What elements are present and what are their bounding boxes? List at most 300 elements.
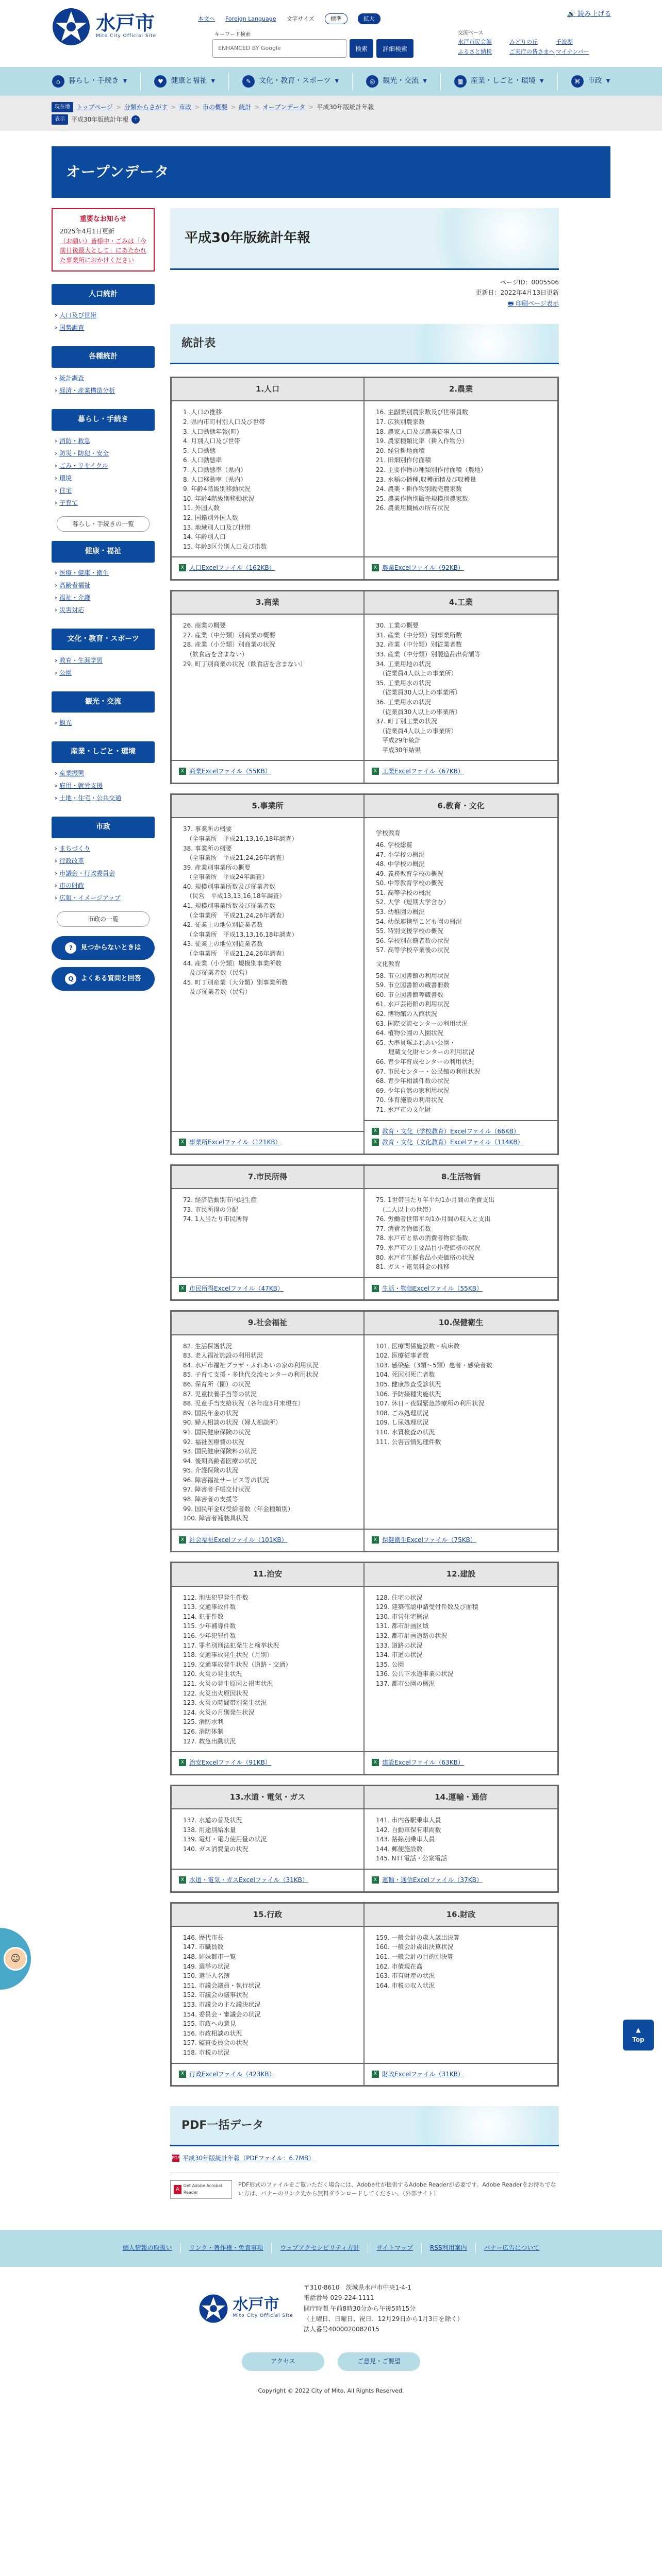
access-button[interactable]: アクセス — [242, 2352, 324, 2371]
excel-download — [179, 1875, 356, 1886]
phone-line: 電話番号 029-224-1111 — [303, 2294, 374, 2302]
sidebar-more-button[interactable]: 暮らし・手続きの一覧 — [57, 516, 150, 532]
stat-item: 80. 水戸市生鮮食品小売価格の状況 — [376, 1253, 474, 1261]
sidebar-item — [55, 604, 152, 616]
stat-item: （全事業所 平成24年調査） — [183, 873, 269, 881]
sidebar-item — [55, 309, 152, 321]
stats-group-label: 学校教育 — [376, 829, 401, 837]
stat-item: 144. 郵便施設数 — [376, 1845, 423, 1853]
sidebar-item — [55, 591, 152, 604]
stat-item: （民営 平成13,13,16,18年調査） — [183, 892, 286, 900]
stat-item: 35. 工業用水の状況 — [376, 679, 431, 687]
breadcrumb-current: 平成30年版統計年報 — [317, 104, 374, 111]
sidebar-item-link[interactable]: 広報・イメージアップ — [59, 894, 121, 902]
page-top-label: Top — [632, 2036, 644, 2043]
stat-item: 149. 選挙の状況 — [183, 1962, 230, 1970]
stats-category-files — [365, 1120, 557, 1154]
stat-item: 99. 国民年金収受給者数（年金種類別） — [183, 1505, 294, 1513]
stat-item: 61. 水戸芸術館の利用状況 — [376, 1001, 450, 1008]
stat-item: 146. 歴代市長 — [183, 1934, 224, 1941]
house-icon: ⌂ — [52, 75, 64, 88]
stat-item: 130. 市営住宅概況 — [376, 1613, 429, 1620]
stat-item: （全事業所 平成21,24,26年調査） — [183, 911, 288, 919]
gnav-industry[interactable] — [441, 73, 558, 90]
search-button[interactable]: 検索 — [350, 39, 373, 58]
chevron-down-icon: ▼ — [123, 78, 127, 84]
breadcrumb-separator: > — [171, 104, 176, 111]
stat-item: 46. 学校総覧 — [376, 841, 412, 849]
stats-category-title: 7.市民所得 — [172, 1166, 363, 1189]
stat-item: 15. 年齢3区分別人口及び指数 — [183, 543, 267, 550]
stats-category — [172, 1563, 365, 1773]
excel-download-link[interactable]: 運輸・通信Excelファイル（37KB） — [382, 1876, 483, 1884]
excel-download — [179, 1757, 356, 1769]
search-label: キーワード検索 — [214, 32, 251, 38]
breadcrumb-link[interactable]: 分類からさがす — [124, 104, 168, 111]
stat-item: 78. 水戸市と県の消費者物価指数 — [376, 1234, 468, 1242]
stat-item: 36. 工業用水の状況 — [376, 698, 431, 706]
stats-category — [365, 795, 557, 1154]
sidebar-item — [55, 855, 152, 867]
stat-item: 76. 労働者世帯平均1か月間の収入と支出 — [376, 1215, 491, 1223]
stat-item: 51. 高等学校の概況 — [376, 889, 431, 896]
excel-download-link[interactable]: 保健衛生Excelファイル（75KB） — [382, 1536, 476, 1544]
stats-category-title: 13.水道・電気・ガス — [172, 1786, 363, 1809]
sidebar-item-link[interactable]: 教育・生涯学習 — [59, 656, 103, 664]
stat-item: 148. 姉妹都市一覧 — [183, 1953, 236, 1961]
address-line: 〒310-8610 茨城県水戸市中央1-4-1 — [303, 2283, 412, 2291]
breadcrumb-link[interactable]: 市政 — [179, 104, 192, 111]
sidebar-item-link[interactable]: 経済・産業構造分析 — [59, 386, 115, 394]
excel-download-link[interactable]: 財政Excelファイル（31KB） — [382, 2070, 464, 2078]
gnav-city[interactable] — [558, 73, 624, 90]
adobe-reader-banner[interactable] — [170, 2180, 232, 2199]
sidebar-menu-heading[interactable]: 暮らし・手続き — [52, 409, 155, 431]
stat-item: 57. 高等学校卒業後の状況 — [376, 946, 450, 954]
sidebar-item — [55, 792, 152, 804]
stats-category-list — [172, 1927, 363, 2063]
sidebar-menu-heading[interactable]: 各種統計 — [52, 346, 155, 368]
stat-item: 33. 産業（中分類）別製造品出荷額等 — [376, 650, 481, 658]
excel-download-link[interactable]: 建設Excelファイル（63KB） — [382, 1759, 464, 1767]
stat-item: 11. 外国人数 — [183, 504, 220, 512]
venue-link[interactable]: 水戸市民会館 — [458, 39, 492, 45]
stat-item: 145. NTT電話・公衆電話 — [376, 1855, 447, 1862]
stat-item: 101. 医療関係施設数・病床数 — [376, 1342, 460, 1350]
stat-item: 116. 少年犯罪件数 — [183, 1632, 236, 1640]
sidebar-item — [55, 779, 152, 792]
stat-item: 49. 義務教育学校の概況 — [376, 870, 443, 877]
footer-link[interactable]: RSS利用案内 — [422, 2243, 476, 2253]
stat-item: （従業員4人以上の事業所） — [376, 670, 457, 677]
excel-download-link[interactable]: 事業所Excelファイル（121KB） — [189, 1139, 282, 1146]
stat-item: 135. 公園 — [376, 1660, 404, 1668]
excel-download — [372, 1757, 550, 1769]
stat-item: 127. 救急出動状況 — [183, 1737, 236, 1745]
footer-logo-subtitle: Mito City Official Site — [233, 2313, 293, 2318]
sidebar-menu-heading[interactable]: 観光・交流 — [52, 691, 155, 713]
stat-item: 109. し尿処理状況 — [376, 1419, 429, 1427]
excel-download-link[interactable]: 社会福祉Excelファイル（101KB） — [189, 1536, 288, 1544]
excel-download — [372, 1535, 550, 1546]
stat-item: 21. 田畑別作付面積 — [376, 456, 431, 464]
gnav-label: 健康と福祉 — [171, 77, 207, 86]
venue-title: 交流ベース — [458, 30, 484, 36]
sidebar-menu-heading[interactable]: 文化・教育・スポーツ — [52, 629, 155, 650]
stat-item: 48. 中学校の概況 — [376, 860, 425, 868]
gnav-tourism[interactable] — [353, 73, 441, 90]
sidebar-item-link[interactable]: 市議会・行政委員会 — [59, 869, 115, 877]
stat-item: 94. 後期高齢者医療の状況 — [183, 1457, 257, 1465]
stat-item: 155. 市政への意見 — [183, 2020, 236, 2028]
gnav-label: 市政 — [587, 77, 602, 86]
not-found-button[interactable] — [52, 936, 155, 960]
print-label: 印刷ページ表示 — [516, 299, 559, 307]
stat-item: 85. 子育て支援・多世代交流センターの利用状況 — [183, 1371, 319, 1379]
stats-category — [365, 1166, 557, 1300]
sidebar-more-button[interactable]: 市政の一覧 — [57, 911, 150, 927]
sidebar-item — [55, 842, 152, 855]
mascot-tab[interactable] — [0, 1928, 31, 1990]
stat-item: 24. 農薬・耕作物別販売農家数 — [376, 485, 462, 493]
stat-item: 100. 障害者補装具状況 — [183, 1515, 249, 1522]
stats-category — [365, 1904, 557, 2086]
stat-item: 50. 中等教育学校の概況 — [376, 879, 443, 887]
excel-download-link[interactable]: 工業Excelファイル（67KB） — [382, 768, 464, 775]
stats-category-list — [172, 1587, 363, 1752]
statistics-tables — [170, 377, 559, 2087]
print-link[interactable] — [508, 300, 559, 307]
section-heading — [170, 324, 559, 364]
sidebar-item-link[interactable]: 人口及び世帯 — [59, 312, 97, 319]
sidebar-menu — [52, 409, 155, 532]
sidebar-item-link[interactable]: 福祉・介護 — [59, 594, 91, 601]
sidebar-item — [55, 717, 152, 729]
stats-category-title: 10.保健衛生 — [365, 1312, 557, 1335]
stat-item: 117. 罪名別刑法犯発生と検挙状況 — [183, 1641, 279, 1649]
sidebar-item-link[interactable]: 消防・救急 — [59, 437, 91, 445]
sidebar-item-link[interactable]: 観光 — [59, 719, 72, 727]
notice-link[interactable]: （お願い）皆様中・ごみは「今前日後最大として」にあたかれた事業所におかけください — [60, 237, 147, 264]
stat-item: 93. 国民健康保険料の状況 — [183, 1448, 257, 1455]
sidebar-item-link[interactable]: 統計調査 — [59, 374, 85, 382]
stats-category-list — [172, 1189, 363, 1277]
excel-file-icon: X — [372, 1285, 379, 1292]
excel-file-icon: X — [179, 564, 186, 571]
stat-item: 84. 水戸市福祉プラザ・ふれあいの家の利用状況 — [183, 1361, 319, 1369]
stat-item: 10. 年齢4階級別移動状況 — [183, 495, 255, 502]
sidebar-item — [55, 879, 152, 892]
stat-item: 157. 監査委員会の状況 — [183, 2039, 249, 2047]
excel-download-link[interactable]: 商業Excelファイル（55KB） — [189, 768, 271, 775]
stat-item: 58. 市立図書館の利用状況 — [376, 972, 450, 979]
sidebar-menu-heading[interactable]: 市政 — [52, 817, 155, 838]
stat-item: 152. 市議会の議事状況 — [183, 1991, 249, 1999]
font-size-normal-button[interactable]: 標準 — [325, 13, 347, 24]
sidebar-menu — [52, 541, 155, 619]
stats-category — [365, 378, 557, 579]
sidebar-item — [55, 447, 152, 460]
sidebar-item-link[interactable]: 市の財政 — [59, 882, 85, 889]
excel-download-link[interactable]: 教育・文化（文化教育）Excelファイル（114KB） — [382, 1139, 524, 1146]
stat-item: 平成29年統計 — [376, 737, 421, 744]
stat-item: 120. 火災の発生状況 — [183, 1670, 242, 1678]
stat-item: 115. 少年補導件数 — [183, 1622, 236, 1630]
sidebar-item-link[interactable]: 国勢調査 — [59, 324, 85, 332]
stat-item: 86. 保育所（園）の状況 — [183, 1380, 251, 1388]
excel-file-icon: X — [372, 1759, 379, 1766]
excel-file-icon: X — [179, 2071, 186, 2078]
foreign-language-link[interactable]: Foreign Language — [225, 15, 276, 22]
stats-category — [365, 1786, 557, 1891]
breadcrumb-link[interactable]: トップページ — [76, 104, 113, 111]
breadcrumb-link[interactable]: 市の概要 — [203, 104, 228, 111]
stat-item: 29. 町丁別商業の状況（飲食店を含まない） — [183, 660, 306, 668]
breadcrumb-tag: 表示 — [52, 114, 68, 125]
stat-item: 16. 主副業別農家数及び世帯員数 — [376, 409, 468, 416]
advanced-search-button[interactable] — [376, 39, 413, 58]
footer-link[interactable]: 個人情報の取扱い — [114, 2243, 181, 2253]
venue-link[interactable]: みどりの丘 — [509, 39, 538, 45]
stats-category-files — [172, 760, 363, 783]
stat-item: 105. 健康診査受診状況 — [376, 1380, 441, 1388]
site-header — [0, 0, 662, 67]
arrow-up-icon: ▲ — [636, 2026, 641, 2034]
breadcrumb-separator: > — [194, 104, 200, 111]
footer-buttons — [0, 2352, 662, 2371]
main-content — [170, 208, 559, 2199]
feedback-button[interactable]: ご意見・ご要望 — [338, 2352, 420, 2371]
stat-item: 37. 町丁別工業の状況 — [376, 718, 437, 725]
stat-item: 埋蔵文化財センターの利用状況 — [376, 1048, 475, 1056]
stats-category-list — [365, 1587, 557, 1752]
sidebar-item — [55, 497, 152, 509]
stats-category-title: 14.運輸・通信 — [365, 1786, 557, 1809]
stat-item: 56. 学校別在籍者数の状況 — [376, 937, 450, 944]
sidebar-item-link[interactable]: 災害対応 — [59, 606, 85, 614]
skip-to-content-link[interactable]: 本文へ — [198, 15, 215, 22]
excel-file-icon: X — [372, 564, 379, 571]
stat-item: 19. 農家種類比率（耕入作物分） — [376, 437, 468, 445]
sidebar-item-link[interactable]: 産業振興 — [59, 769, 85, 777]
footer-link[interactable]: サイトマップ — [368, 2243, 422, 2253]
stat-item: 2. 県内市町村別人口及び世帯 — [183, 418, 266, 426]
stats-category-files — [172, 1131, 363, 1154]
stat-item: 129. 建築確認申請受付件数及び面積 — [376, 1603, 478, 1611]
sidebar — [52, 208, 155, 2199]
sidebar-item-link[interactable]: 公園 — [59, 669, 72, 676]
stat-item: 118. 交通事故発生状況（月別） — [183, 1651, 273, 1659]
breadcrumb-link[interactable]: オープンデータ — [262, 104, 306, 111]
venue-link[interactable]: 千波湖 — [556, 39, 573, 45]
excel-download — [179, 2069, 356, 2080]
excel-download — [179, 563, 356, 574]
sidebar-item-link[interactable]: まちづくり — [59, 844, 91, 852]
excel-download-link[interactable]: 人口Excelファイル（162KB） — [189, 564, 275, 572]
stat-item: 28. 産業（小分類）別商業の状況 — [183, 641, 275, 649]
not-found-label: 見つからないときは — [80, 944, 141, 952]
stats-category — [172, 1786, 365, 1891]
stat-item: 55. 特別支援学校の概況 — [376, 927, 443, 935]
stat-item: 34. 工業用地の状況 — [376, 660, 431, 668]
stats-table-row — [170, 793, 559, 1155]
stat-item: 102. 医療従事者数 — [376, 1352, 429, 1360]
pdf-download — [172, 2154, 559, 2163]
stats-category-files — [365, 760, 557, 783]
stat-item: 83. 老人福祉施設の利用状況 — [183, 1352, 263, 1360]
sidebar-item — [55, 767, 152, 779]
stat-item: 95. 介護保険の状況 — [183, 1467, 238, 1475]
footer-link[interactable]: リンク・著作権・免責事項 — [181, 2243, 272, 2253]
sidebar-menu-heading[interactable]: 人口統計 — [52, 284, 155, 306]
stat-item: （従業員30人以上の事業所） — [376, 689, 461, 697]
stat-item: 54. 幼保連携型こども園の概況 — [376, 918, 462, 925]
stat-item: 139. 電灯・電力使用量の状況 — [183, 1836, 267, 1843]
sidebar-item-link[interactable]: 雇用・就労支援 — [59, 782, 103, 789]
stat-item: 151. 市議会議員・執行状況 — [183, 1981, 261, 1989]
notice-title: 重要なお知らせ — [79, 215, 127, 223]
excel-download-link[interactable]: 治安Excelファイル（91KB） — [189, 1759, 271, 1767]
font-size-large-button[interactable]: 拡大 — [358, 13, 380, 24]
stat-item: 154. 委員会・審議会の状況 — [183, 2010, 261, 2018]
sidebar-item — [55, 484, 152, 497]
stat-item: 88. 児童手当支給状況（各年度3月末現在） — [183, 1400, 304, 1408]
sidebar-item-link[interactable]: ごみ・リサイクル — [59, 462, 108, 469]
sidebar-item-link[interactable]: 環境 — [59, 474, 72, 482]
updated-date: 更新日：2022年4月13日更新 — [475, 289, 559, 297]
search-bar — [212, 39, 413, 58]
sidebar-menu-heading[interactable]: 産業・しごと・環境 — [52, 741, 155, 763]
excel-download-link[interactable]: 水道・電気・ガスExcelファイル（31KB） — [189, 1876, 308, 1884]
stat-item: 75. 1世帯当たり年平均1か月間の消費支出 — [376, 1196, 495, 1204]
stat-item: 65. 大串貝塚ふれあい公園・ — [376, 1039, 456, 1046]
pdf-download-link[interactable]: 平成30年版統計年報（PDFファイル：6.7MB） — [183, 2155, 315, 2162]
site-logo[interactable] — [52, 7, 156, 46]
excel-download-link[interactable]: 生活・物価Excelファイル（55KB） — [382, 1284, 483, 1292]
hours-note: （土曜日、日曜日、祝日、12月29日から1月3日を除く） — [303, 2315, 464, 2323]
global-nav — [0, 67, 662, 96]
excel-file-icon: X — [179, 1285, 186, 1292]
page-top-button[interactable] — [623, 2020, 654, 2050]
adobe-logo-icon: A — [174, 2185, 181, 2194]
sidebar-item-link[interactable]: 医療・健康・衛生 — [59, 569, 109, 577]
excel-download-link[interactable]: 農業Excelファイル（92KB） — [382, 564, 464, 572]
breadcrumb — [0, 96, 662, 131]
search-input[interactable]: ENHANCED BY Google — [212, 39, 346, 58]
stat-item: 136. 公共下水道事業の状況 — [376, 1670, 454, 1678]
breadcrumb-link[interactable]: 統計 — [239, 104, 252, 111]
gnav-living[interactable] — [39, 73, 141, 90]
stats-category-list — [365, 818, 557, 1120]
stats-category-list — [365, 615, 557, 760]
sidebar-item — [55, 435, 152, 447]
stat-item: 137. 水道の普及状況 — [183, 1817, 242, 1824]
stat-item: 126. 消防体制 — [183, 1728, 224, 1736]
stats-table-row — [170, 1310, 559, 1552]
stats-category-files — [172, 556, 363, 579]
sidebar-item — [55, 321, 152, 334]
stat-item: 70. 体育施設の利用状況 — [376, 1096, 443, 1104]
venue-link[interactable]: ふるさと納税 — [458, 48, 492, 55]
header-utility-links — [198, 13, 380, 24]
excel-file-icon: X — [372, 2071, 379, 2078]
stat-item: 137. 都市公園の概況 — [376, 1680, 435, 1688]
stat-item: 131. 都市計画区域 — [376, 1622, 429, 1630]
stat-item: 及び従業者数（民営） — [183, 988, 252, 996]
stats-category-list — [365, 401, 557, 556]
venue-link[interactable]: ご来庁の皆さまへ — [509, 48, 555, 55]
stat-item: 及び従業者数（民営） — [183, 969, 252, 977]
stat-item: （全事業所 平成21,24,26年調査） — [183, 854, 288, 862]
stats-category-files — [172, 1869, 363, 1891]
stat-item: （全事業所 平成13,13,16,18年調査） — [183, 930, 298, 938]
excel-file-icon: X — [372, 1139, 379, 1146]
footer-nav — [0, 2230, 662, 2267]
stat-item: 69. 少年自然の家利用状況 — [376, 1087, 450, 1094]
sidebar-item-link[interactable]: 土地・住宅・公共交通 — [59, 794, 122, 802]
sidebar-menu — [52, 817, 155, 927]
stats-table-row — [170, 1164, 559, 1301]
sidebar-item-link[interactable]: 子育て — [59, 499, 78, 506]
excel-download-link[interactable]: 市民所得Excelファイル（47KB） — [189, 1284, 284, 1292]
excel-download — [372, 1137, 550, 1148]
stat-item: 3. 人口動態年報(町) — [183, 428, 239, 435]
stat-item: 142. 自動車保有車両数 — [376, 1826, 441, 1834]
plus-icon[interactable]: ＋ — [131, 115, 140, 124]
sidebar-item-link[interactable]: 行政改革 — [59, 857, 85, 865]
stat-item: 4. 月別人口及び世帯 — [183, 437, 241, 445]
excel-download-link[interactable]: 教育・文化（学校教育）Excelファイル（66KB） — [382, 1127, 520, 1135]
chevron-down-icon: ▼ — [211, 78, 216, 84]
stat-item: 68. 青少年相談件数の状況 — [376, 1077, 450, 1085]
stat-item: （飲食店を含まない） — [183, 650, 249, 658]
chevron-down-icon: ▼ — [606, 78, 610, 84]
stats-category-title: 4.工業 — [365, 591, 557, 615]
sidebar-item — [55, 384, 152, 397]
font-size-label: 文字サイズ — [286, 15, 315, 22]
gnav-health[interactable] — [141, 73, 229, 90]
stat-item: 111. 公害苦情処理件数 — [376, 1438, 441, 1446]
stat-item: 42. 従業上の地位別従業者数 — [183, 921, 263, 929]
footer-link[interactable]: ウェブアクセシビリティ方針 — [272, 2243, 368, 2253]
gnav-culture[interactable] — [229, 73, 353, 90]
stats-category — [365, 591, 557, 783]
stat-item: 108. ごみ処理状況 — [376, 1409, 429, 1417]
stats-category — [172, 1312, 365, 1551]
sidebar-item-link[interactable]: 住宅 — [59, 486, 72, 494]
venue-link[interactable]: マイナンバー — [556, 48, 589, 55]
read-aloud-link[interactable] — [567, 9, 611, 20]
stat-item: 6. 人口動態率 — [183, 456, 222, 464]
camera-icon: ◎ — [366, 75, 378, 88]
stat-item: （全事業所 平成21,24,26年調査） — [183, 950, 288, 958]
stat-item: （全事業所 平成21,13,16,18年調査） — [183, 835, 298, 842]
stat-item: 121. 火災の発生原因と損害状況 — [183, 1680, 273, 1688]
stats-category-title: 9.社会福祉 — [172, 1312, 363, 1335]
stats-table-row — [170, 590, 559, 784]
stat-item: 161. 一般会計の目的別決算 — [376, 1953, 454, 1961]
footer-link[interactable]: バナー広告について — [484, 2244, 540, 2252]
sidebar-item-link[interactable]: 防災・防犯・安全 — [59, 449, 109, 457]
faq-button[interactable] — [52, 967, 155, 991]
breadcrumb-separator: > — [115, 104, 121, 111]
sidebar-item-link[interactable]: 高齢者福祉 — [59, 581, 91, 589]
stat-item: 150. 選挙人名簿 — [183, 1972, 230, 1980]
pdf-heading — [170, 2106, 559, 2146]
sidebar-menu-heading[interactable]: 健康・福祉 — [52, 541, 155, 563]
stat-item: 41. 規模別事業所数及び従業者数 — [183, 902, 275, 910]
excel-download-link[interactable]: 行政Excelファイル（423KB） — [189, 2070, 275, 2078]
